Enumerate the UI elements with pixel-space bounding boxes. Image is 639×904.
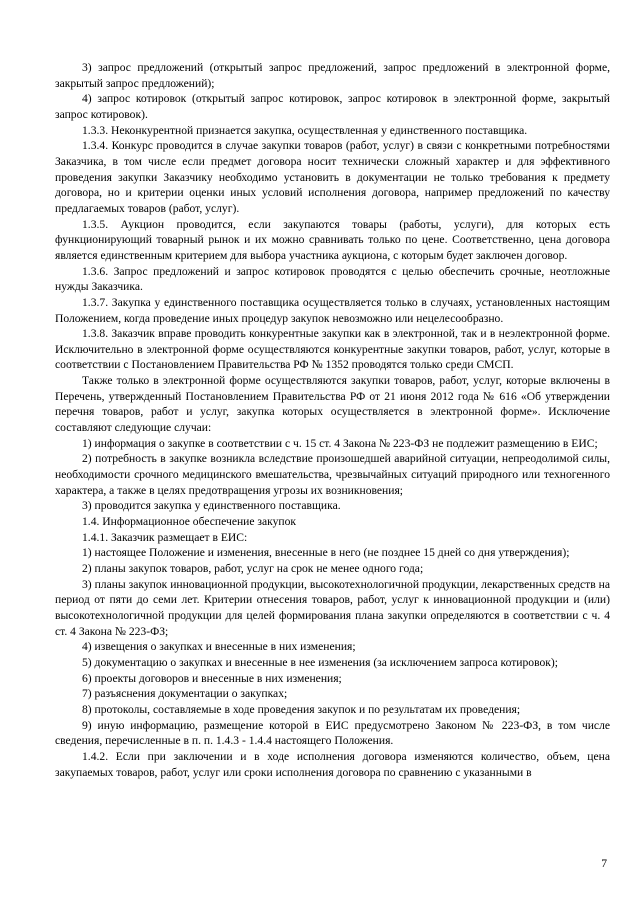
paragraph: 1.3.7. Закупка у единственного поставщика осуществляется только в случаях, установленных настоящим Положением, когда проведение иных процедур закупок невозможно или нецелесообразно. <box>55 295 610 325</box>
paragraph: 3) запрос предложений (открытый запрос предложений, запрос предложений в электронной форме, закрытый запрос предложений); <box>55 61 610 90</box>
paragraph: 1.3.6. Запрос предложений и запрос котировок проводятся с целью обеспечить срочные, неотложные нужды Заказчика. <box>55 264 610 294</box>
paragraph: 2) потребность в закупке возникла вследствие произошедшей аварийной ситуации, непреодолимой силы, необходимости срочного медицинского вмешательства, чрезвычайных ситуаций природного или техногенного характера, а также в целях предотвращения угрозы их возникновения; <box>55 452 610 497</box>
paragraph: 3) проводится закупка у единственного поставщика. <box>82 499 341 513</box>
paragraph: 1.3.8. Заказчик вправе проводить конкурентные закупки как в электронной, так и в неэлектронной форме. Исключительно в электронной форме осуществляются конкурентные закупки товаров, работ, услуг, которые в соответствии с Постановлением Правительства РФ № 1352 проводятся только среди СМСП. <box>55 327 610 372</box>
paragraph: 3) планы закупок инновационной продукции, высокотехнологичной продукции, лекарственных средств на период от пяти до семи лет. Критерии отнесения товаров, работ, услуг к инновационной продукции и (или) высокотехнологичной продукции для целей формирования плана закупки определяются в соответствии с ч. 4 ст. 4 Закона № 223-ФЗ; <box>55 577 610 638</box>
paragraph: 1.4.1. Заказчик размещает в ЕИС: <box>82 530 248 544</box>
paragraph: 1.3.3. Неконкурентной признается закупка, осуществленная у единственного поставщика. <box>82 123 528 137</box>
paragraph: 9) иную информацию, размещение которой в ЕИС предусмотрено Законом № 223-ФЗ, в том числе сведения, перечисленные в п. п. 1.4.3 - 1.4.4 настоящего Положения. <box>55 718 610 748</box>
paragraph: 1.3.4. Конкурс проводится в случае закупки товаров (работ, услуг) в связи с конкретными потребностями Заказчика, в том числе если предмет договора носит технически сложный характер и для эффективного проведения закупки Заказчику необходимо установить в документации не только требования к предмету договора, но и критерии оценки иных условий исполнения договора, например предложений по качеству предлагаемых товаров (работ, услуг). <box>55 139 610 215</box>
paragraph: 5) документацию о закупках и внесенные в нее изменения (за исключением запроса котировок); <box>82 655 559 669</box>
paragraph: 7) разъяснения документации о закупках; <box>82 687 288 701</box>
page-number: 7 <box>601 857 607 870</box>
paragraph: 1.3.5. Аукцион проводится, если закупаются товары (работы, услуги), для которых есть функционирующий товарный рынок и их можно сравнивать только по цене. Соответственно, цена договора является единственным критерием для выбора участника аукциона, с которым будет заключен договор. <box>55 217 610 262</box>
paragraph: 4) извещения о закупках и внесенные в них изменения; <box>82 640 356 654</box>
paragraph: 1) информация о закупке в соответствии с ч. 15 ст. 4 Закона № 223-ФЗ не подлежит размещению в ЕИС; <box>82 436 598 450</box>
paragraph: 1.4.2. Если при заключении и в ходе исполнения договора изменяются количество, объем, цена закупаемых товаров, работ, услуг или сроки исполнения договора по сравнению с указанными в <box>55 749 610 779</box>
paragraph: 1) настоящее Положение и изменения, внесенные в него (не позднее 15 дней со дня утверждения); <box>82 546 570 560</box>
paragraph: 6) проекты договоров и внесенные в них изменения; <box>82 671 342 685</box>
paragraph: 2) планы закупок товаров, работ, услуг на срок не менее одного года; <box>82 562 424 575</box>
document-body <box>55 60 610 780</box>
paragraph: 8) протоколы, составляемые в ходе проведения закупок и по результатам их проведения; <box>82 702 521 716</box>
paragraph: 4) запрос котировок (открытый запрос котировок, запрос котировок в электронной форме, закрытый запрос котировок). <box>55 92 610 121</box>
paragraph: Также только в электронной форме осуществляются закупки товаров, работ, услуг, которые включены в Перечень, утвержденный Постановлением Правительства РФ от 21 июня 2012 года № 616 «Об утверждении перечня товаров, работ и услуг, закупка которых осуществляется в электронной форме». Исключение составляют следующие случаи: <box>55 374 610 435</box>
section-heading: 1.4. Информационное обеспечение закупок <box>82 515 297 529</box>
